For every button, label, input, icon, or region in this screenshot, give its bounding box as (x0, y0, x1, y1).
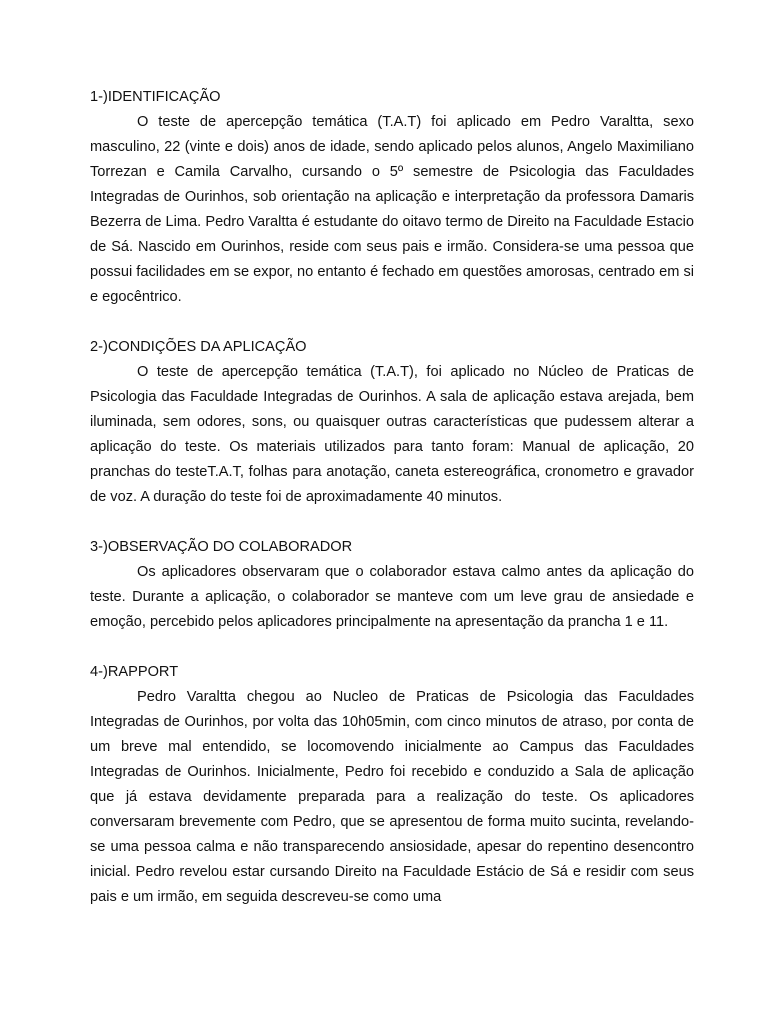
section-heading: 4-)RAPPORT (90, 664, 179, 680)
section-identificacao (90, 85, 694, 310)
section-rapport (90, 660, 694, 910)
section-heading: 3-)OBSERVAÇÃO DO COLABORADOR (90, 539, 353, 555)
document-body (90, 85, 694, 910)
section-heading: 1-)IDENTIFICAÇÃO (90, 89, 221, 105)
section-paragraph: Pedro Varaltta chegou ao Nucleo de Praticas de Psicologia das Faculdades Integradas de Ourinhos, por volta das 10h05min, com cinco minutos de atraso, por conta de um breve mal entendido, se locomovendo inicialmente ao Campus das Faculdades Integradas de Ourinhos. Inicialmente, Pedro foi recebido e conduzido a Sala de aplicação que já estava devidamente preparada para a realização do teste. Os aplicadores conversaram brevemente com Pedro, que se apresentou de forma muito sucinta, revelando-se uma pessoa calma e não transparecendo ansiosidade, apesar do repentino desencontro inicial. Pedro revelou estar cursando Direito na Faculdade Estácio de Sá e residir com seus pais e um irmão, em seguida descreveu-se como uma (90, 689, 694, 905)
section-paragraph: O teste de apercepção temática (T.A.T), foi aplicado no Núcleo de Praticas de Psicologia das Faculdade Integradas de Ourinhos. A sala de aplicação estava arejada, bem iluminada, sem odores, sons, ou quaisquer outras características que pudessem alterar a aplicação do teste. Os materiais utilizados para tanto foram: Manual de aplicação, 20 pranchas do testeT.A.T, folhas para anotação, caneta estereográfica, cronometro e gravador de voz. A duração do teste foi de aproximadamente 40 minutos. (90, 364, 694, 505)
section-condicoes-da-aplicacao (90, 335, 694, 510)
section-observacao-do-colaborador (90, 535, 694, 635)
section-heading: 2-)CONDIÇÕES DA APLICAÇÃO (90, 339, 307, 355)
section-paragraph: Os aplicadores observaram que o colaborador estava calmo antes da aplicação do teste. Durante a aplicação, o colaborador se manteve com um leve grau de ansiedade e emoção, percebido pelos aplicadores principalmente na apresentação da prancha 1 e 11. (90, 564, 694, 630)
section-paragraph: O teste de apercepção temática (T.A.T) foi aplicado em Pedro Varaltta, sexo masculino, 22 (vinte e dois) anos de idade, sendo aplicado pelos alunos, Angelo Maximiliano Torrezan e Camila Carvalho, cursando o 5º semestre de Psicologia das Faculdades Integradas de Ourinhos, sob orientação na aplicação e interpretação da professora Damaris Bezerra de Lima. Pedro Varaltta é estudante do oitavo termo de Direito na Faculdade Estacio de Sá. Nascido em Ourinhos, reside com seus pais e irmão. Considera-se uma pessoa que possui facilidades em se expor, no entanto é fechado em questões amorosas, centrado em si e egocêntrico. (90, 114, 694, 305)
